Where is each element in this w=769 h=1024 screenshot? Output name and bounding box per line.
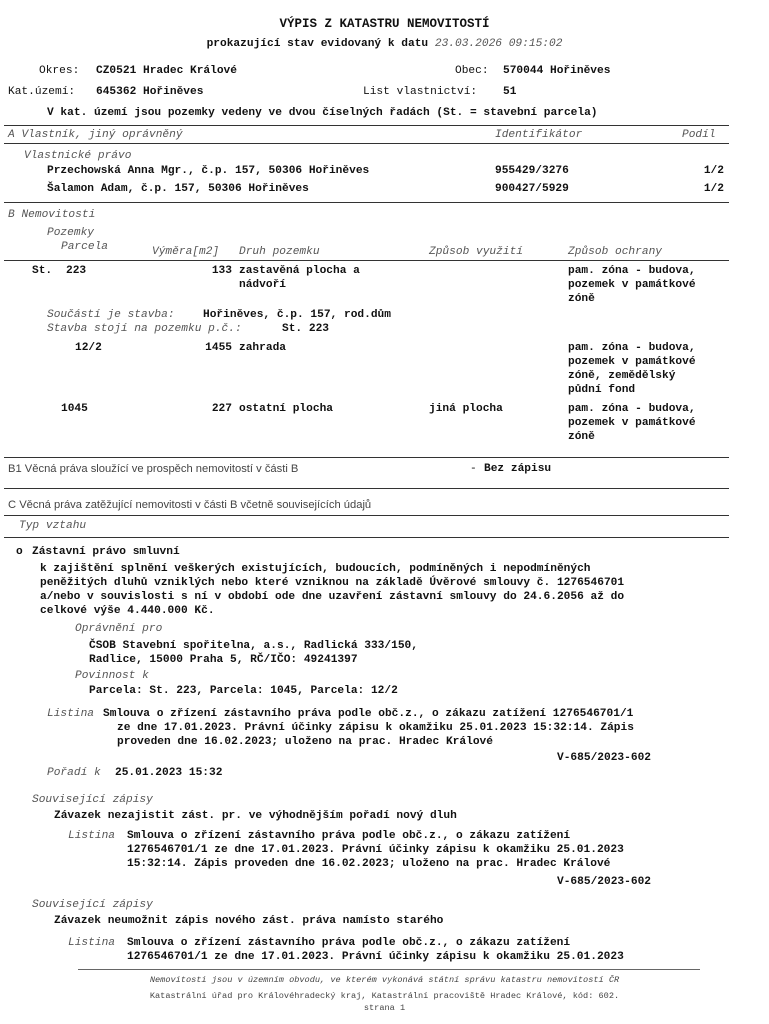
col-parcela: Parcela bbox=[61, 241, 108, 253]
zastavni-pravo-title: Zástavní právo smluvní bbox=[32, 546, 180, 558]
subtitle-label: prokazující stav evidovaný k datu bbox=[206, 38, 429, 50]
bullet-icon: o bbox=[16, 546, 23, 558]
owner-share: 1/2 bbox=[703, 183, 724, 195]
soucasti-label: Součástí je stavba: bbox=[47, 309, 175, 321]
owner-name: Šalamon Adam, č.p. 157, 50306 Hořiněves bbox=[47, 183, 309, 195]
parcel-ochrana: pam. zóna - budova, bbox=[568, 403, 696, 415]
listina-text: ze dne 17.01.2023. Právní účinky zápisu k okamžiku 25.01.2023 15:32:14. Zápis bbox=[117, 722, 634, 734]
zastavni-desc: celkové výše 4.440.000 Kč. bbox=[40, 605, 215, 617]
listina-text: Smlouva o zřízení zástavního práva podle obč.z., o zákazu zatížení bbox=[127, 830, 571, 842]
okres-value: CZ0521 Hradec Králové bbox=[96, 65, 237, 77]
zavazek-title: Závazek nezajistit zást. pr. ve výhodnějším pořadí nový dluh bbox=[54, 810, 457, 822]
owner-id: 955429/3276 bbox=[495, 165, 569, 177]
poradi-label: Pořadí k bbox=[47, 767, 101, 779]
souvisejici-label: Související zápisy bbox=[32, 794, 153, 806]
footer-divider bbox=[78, 969, 700, 970]
katuzemi-value: 645362 Hořiněves bbox=[96, 86, 204, 98]
parcel-ochrana: zóně bbox=[568, 431, 595, 443]
col-podil: Podíl bbox=[682, 129, 716, 141]
listina-text: 15:32:14. Zápis proveden dne 16.02.2023; uloženo na prac. Hradec Králové bbox=[127, 858, 611, 870]
zastavni-desc: a/nebo v souvislosti s ní v období ode dne uzavření zástavní smlouvy do 24.6.2056 až do bbox=[40, 591, 625, 603]
parcel-ochrana: zóně bbox=[568, 293, 595, 305]
pozemky-label: Pozemky bbox=[47, 227, 94, 239]
zavazek-title: Závazek neumožnit zápis nového zást. práva namísto starého bbox=[54, 915, 444, 927]
parcel-area: 133 bbox=[211, 265, 232, 277]
section-c-header: C Věcná práva zatěžující nemovitosti v části B včetně souvisejících údajů bbox=[8, 499, 372, 511]
page-number: strana 1 bbox=[363, 1003, 406, 1013]
opravneni-label: Oprávnění pro bbox=[75, 623, 163, 635]
parcel-area: 1455 bbox=[205, 342, 232, 354]
col-druh: Druh pozemku bbox=[239, 246, 320, 258]
souvisejici-label: Související zápisy bbox=[32, 899, 153, 911]
document-subtitle bbox=[0, 37, 769, 51]
listina-label: Listina bbox=[68, 830, 115, 842]
owner-share: 1/2 bbox=[703, 165, 724, 177]
zastavni-desc: k zajištění splnění veškerých existujících, budoucích, podmíněných i nepodmíněných bbox=[40, 563, 591, 575]
parcel-druh: nádvoří bbox=[239, 279, 286, 291]
obec-value: 570044 Hořiněves bbox=[503, 65, 611, 77]
parcel-ochrana: pozemek v památkové bbox=[568, 417, 696, 429]
parcel-ochrana: zóně, zemědělský bbox=[568, 370, 676, 382]
parcel-number: 1045 bbox=[61, 403, 88, 415]
listina-text: 1276546701/1 ze dne 17.01.2023. Právní účinky zápisu k okamžiku 25.01.2023 bbox=[127, 951, 624, 963]
owner-id: 900427/5929 bbox=[495, 183, 569, 195]
parcel-prefix: St. bbox=[32, 265, 53, 277]
listina-text: proveden dne 16.02.2023; uloženo na prac. Hradec Králové bbox=[117, 736, 493, 748]
okres-label: Okres: bbox=[39, 65, 80, 77]
divider bbox=[4, 125, 729, 126]
parcel-number: 12/2 bbox=[75, 342, 102, 354]
parcel-number: 223 bbox=[66, 265, 87, 277]
parcel-vyuziti: jiná plocha bbox=[429, 403, 503, 415]
section-b-header: B Nemovitosti bbox=[8, 209, 96, 221]
povinnost-label: Povinnost k bbox=[75, 670, 149, 682]
document-title: VÝPIS Z KATASTRU NEMOVITOSTÍ bbox=[279, 17, 490, 31]
zastavni-desc: peněžitých dluhů vzniklých nebo které vzniknou na základě Úvěrové smlouvy č. 1276546701 bbox=[40, 577, 625, 589]
listina-label: Listina bbox=[47, 708, 94, 720]
section-a-header: A Vlastník, jiný oprávněný bbox=[8, 129, 183, 141]
poradi-value: 25.01.2023 15:32 bbox=[115, 767, 223, 779]
soucasti-value: Hořiněves, č.p. 157, rod.dům bbox=[203, 309, 391, 321]
list-label: List vlastnictví: bbox=[363, 86, 478, 98]
parcel-ochrana: pam. zóna - budova, bbox=[568, 342, 696, 354]
listina-text: 1276546701/1 ze dne 17.01.2023. Právní účinky zápisu k okamžiku 25.01.2023 bbox=[127, 844, 624, 856]
parcel-ochrana: pam. zóna - budova, bbox=[568, 265, 696, 277]
listina-ref: V-685/2023-602 bbox=[557, 752, 651, 764]
listina-ref: V-685/2023-602 bbox=[557, 876, 651, 888]
owner-name: Przechowská Anna Mgr., č.p. 157, 50306 Hořiněves bbox=[47, 165, 370, 177]
b1-value: Bez zápisu bbox=[484, 463, 552, 475]
col-vyuziti: Způsob využití bbox=[429, 246, 523, 258]
opravneni-value: ČSOB Stavební spořitelna, a.s., Radlická 333/150, bbox=[89, 640, 418, 652]
footer-line: Katastrální úřad pro Královéhradecký kraj, Katastrální pracoviště Hradec Králové, kód: 602. bbox=[149, 991, 620, 1001]
col-identifikator: Identifikátor bbox=[495, 129, 583, 141]
katuzemi-label: Kat.území: bbox=[8, 86, 76, 98]
parcel-druh: zastavěná plocha a bbox=[239, 265, 360, 277]
parcel-ochrana: pozemek v památkové bbox=[568, 356, 696, 368]
parcel-ochrana: půdní fond bbox=[568, 384, 636, 396]
listina-text: Smlouva o zřízení zástavního práva podle obč.z., o zákazu zatížení 1276546701/1 bbox=[103, 708, 634, 720]
parcel-druh: zahrada bbox=[239, 342, 286, 354]
opravneni-value: Radlice, 15000 Praha 5, RČ/IČO: 49241397 bbox=[89, 654, 358, 666]
divider bbox=[4, 515, 729, 516]
kat-note: V kat. území jsou pozemky vedeny ve dvou číselných řadách (St. = stavební parcela) bbox=[47, 107, 598, 119]
divider bbox=[4, 537, 729, 538]
obec-label: Obec: bbox=[455, 65, 489, 77]
divider bbox=[4, 143, 729, 144]
parcel-druh: ostatní plocha bbox=[239, 403, 333, 415]
divider bbox=[4, 260, 729, 261]
col-ochrana: Způsob ochrany bbox=[568, 246, 662, 258]
typ-vztahu-label: Typ vztahu bbox=[19, 520, 87, 532]
footer-line: Nemovitosti jsou v územním obvodu, ve kterém vykonává státní správu katastru nemovitostí ČR bbox=[149, 975, 620, 985]
subtitle-date: 23.03.2026 09:15:02 bbox=[434, 38, 563, 50]
parcel-area: 227 bbox=[211, 403, 232, 415]
divider bbox=[4, 457, 729, 458]
parcel-ochrana: pozemek v památkové bbox=[568, 279, 696, 291]
divider bbox=[4, 488, 729, 489]
stoji-value: St. 223 bbox=[282, 323, 329, 335]
listina-label: Listina bbox=[68, 937, 115, 949]
col-vymera: Výměra[m2] bbox=[152, 246, 220, 258]
stoji-label: Stavba stojí na pozemku p.č.: bbox=[47, 323, 242, 335]
list-value: 51 bbox=[503, 86, 517, 98]
divider bbox=[4, 202, 729, 203]
vlastnicke-pravo-label: Vlastnické právo bbox=[24, 150, 132, 162]
listina-text: Smlouva o zřízení zástavního práva podle obč.z., o zákazu zatížení bbox=[127, 937, 571, 949]
povinnost-value: Parcela: St. 223, Parcela: 1045, Parcela: 12/2 bbox=[89, 685, 398, 697]
b1-dash: - bbox=[470, 463, 477, 475]
section-b1-header: B1 Věcná práva sloužící ve prospěch nemovitostí v části B bbox=[8, 463, 299, 475]
